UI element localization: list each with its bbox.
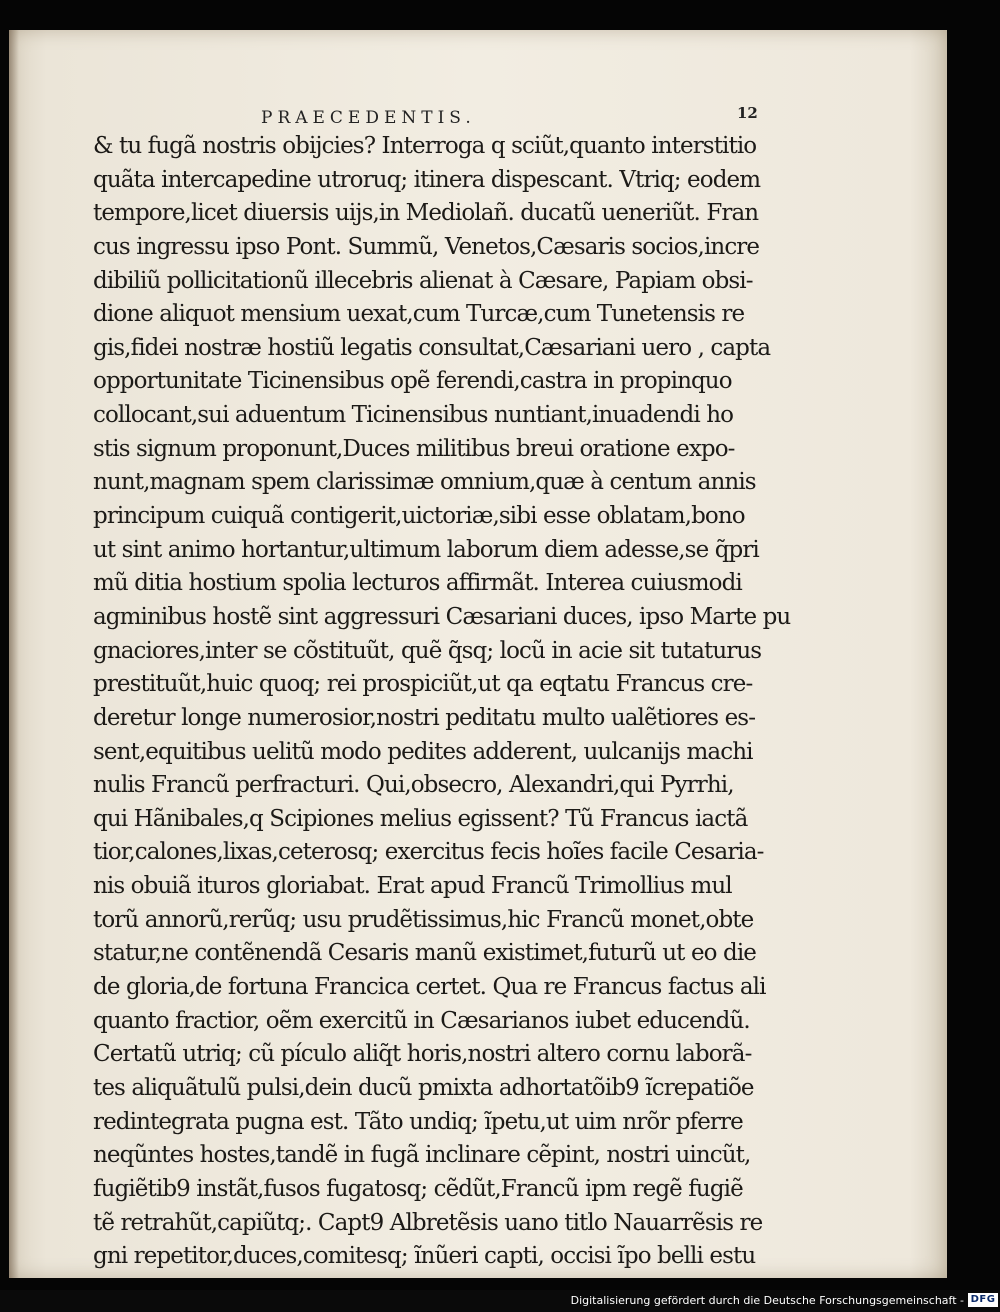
dfg-logo: DFG — [968, 1293, 998, 1307]
text-line: tes aliquãtulũ pulsi,dein ducũ pmixta adhortatõib9 ĩcrepatiõe — [93, 1074, 754, 1101]
text-line: Certatũ utriq; cũ pículo aliq̃t horis,nostri altero cornu laborã- — [93, 1041, 752, 1068]
text-line: nunt,magnam spem clarissimæ omnium,quæ à centum annis — [93, 469, 756, 496]
text-line: qui Hãnibales,q Scipiones melius egissent? Tũ Francus iactã — [93, 805, 748, 832]
text-line: redintegrata pugna est. Tãto undiq; ĩpetu,ut uim nrõr pferre — [93, 1108, 743, 1135]
text-line: agminibus hostẽ sint aggressuri Cæsariani duces, ipso Marte pu — [93, 603, 791, 630]
text-line: dione aliquot mensium uexat,cum Turcæ,cum Tunetensis re — [93, 301, 745, 328]
text-line: gis,fidei nostræ hostiũ legatis consultat,Cæsariani uero , capta — [93, 334, 771, 361]
text-line: principum cuiquã contigerit,uictoriæ,sibi esse oblatam,bono — [93, 503, 745, 530]
text-line: prestituũt,huic quoq; rei prospiciũt,ut qa eqtatu Francus cre- — [93, 671, 753, 698]
running-head: PRAECEDENTIS. — [261, 108, 476, 128]
text-line: neqũntes hostes,tandẽ in fugã inclinare cẽpint, nostri uincũt, — [93, 1142, 751, 1169]
text-line: tior,calones,lixas,ceterosq; exercitus fecis hoĩes facile Cesaria- — [93, 839, 764, 866]
text-line: nulis Francũ perfracturi. Qui,obsecro, Alexandri,qui Pyrrhi, — [93, 772, 734, 799]
text-line: dibiliũ pollicitationũ illecebris alienat à Cæsare, Papiam obsi- — [93, 267, 753, 294]
text-line: torũ annorũ,rerũq; usu prudẽtissimus,hic Francũ monet,obte — [93, 906, 754, 933]
text-line: mũ ditia hostium spolia lecturos affirmãt. Interea cuiusmodi — [93, 570, 742, 597]
text-line: sent,equitibus uelitũ modo pedites adderent, uulcanijs machi — [93, 738, 753, 765]
text-line: & tu fugã nostris obijcies? Interroga q sciũt,quanto interstitio — [93, 133, 757, 159]
text-line: deretur longe numerosior,nostri peditatu multo ualẽtiores es- — [93, 704, 756, 731]
text-line: nis obuiã ituros gloriabat. Erat apud Francũ Trimollius mul — [93, 873, 732, 900]
body-text — [93, 130, 793, 1274]
text-line: stis signum proponunt,Duces militibus breui oratione expo- — [93, 435, 735, 462]
text-line: statur,ne contẽnendã Cesaris manũ existimet,futurũ ut eo die — [93, 940, 756, 967]
page-number: 12 — [737, 104, 758, 122]
text-line: opportunitate Ticinensibus opẽ ferendi,castra in propinquo — [93, 368, 732, 395]
text-line: ut sint animo hortantur,ultimum laborum diem adesse,se q̃pri — [93, 536, 759, 563]
text-line: tẽ retrahũt,capiũtq;. Capt9 Albretẽsis uano titlo Nauarrẽsis re — [93, 1209, 763, 1236]
text-line: tempore,licet diuersis uijs,in Mediolañ. ducatũ ueneriũt. Fran — [93, 200, 759, 227]
text-line: quanto fractior, oẽm exercitũ in Cæsarianos iubet educendũ. — [93, 1007, 750, 1034]
text-line: gnaciores,inter se cõstituũt, quẽ q̃sq; locũ in acie sit tutaturus — [93, 637, 762, 664]
text-line: quãta intercapedine utroruq; itinera dispescant. Vtriq; eodem — [93, 166, 761, 193]
book-page — [9, 30, 947, 1278]
text-line: de gloria,de fortuna Francica certet. Qua re Francus factus ali — [93, 974, 766, 1001]
text-line: cus ingressu ipso Pont. Summũ, Venetos,Cæsaris socios,incre — [93, 233, 760, 260]
text-line: fugiẽtib9 instãt,fusos fugatosq; cẽdũt,Francũ ipm regẽ fugiẽ — [93, 1175, 743, 1202]
text-line: gni repetitor,duces,comitesq; ĩnũeri capti, occisi ĩpo belli estu — [93, 1243, 756, 1270]
text-line: collocant,sui aduentum Ticinensibus nuntiant,inuadendi ho — [93, 402, 734, 429]
funding-credit: Digitalisierung gefördert durch die Deutsche Forschungsgemeinschaft - — [570, 1294, 964, 1307]
